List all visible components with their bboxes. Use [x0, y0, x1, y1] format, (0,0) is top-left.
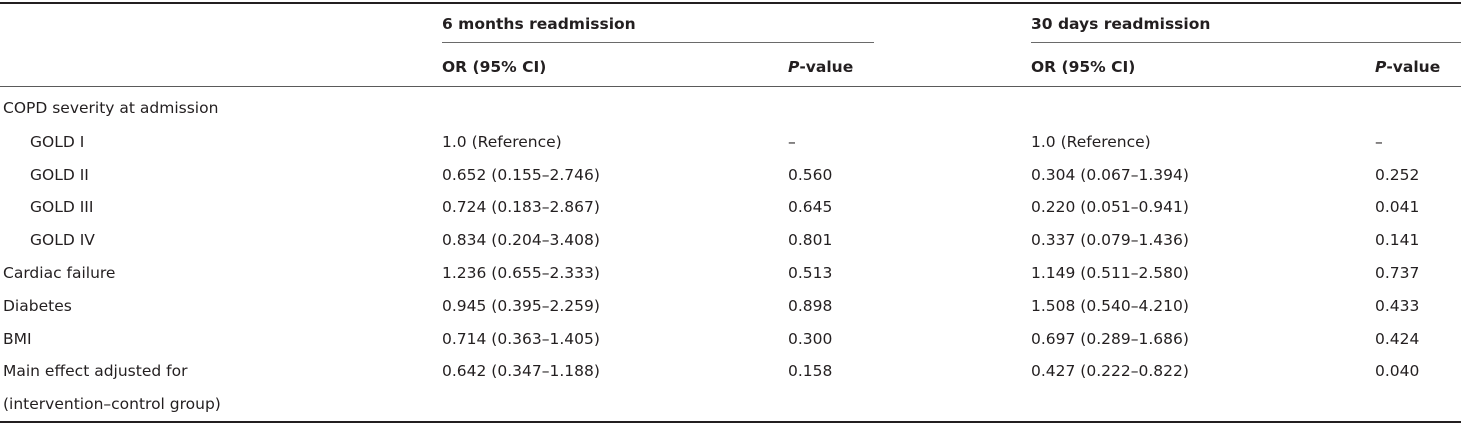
or-30-days: 0.304 (0.067–1.394) — [1031, 166, 1189, 184]
p-6-months: 0.300 — [788, 330, 833, 348]
p-6-months: 0.801 — [788, 231, 833, 249]
p-30-days: 0.737 — [1375, 264, 1420, 282]
group-rule-6-months — [442, 42, 874, 43]
row-label: (intervention–control group) — [3, 395, 221, 413]
row-label: Diabetes — [3, 297, 72, 315]
or-6-months: 0.714 (0.363–1.405) — [442, 330, 600, 348]
or-6-months: 1.0 (Reference) — [442, 133, 562, 151]
table-top-rule — [0, 2, 1461, 4]
or-30-days: 1.508 (0.540–4.210) — [1031, 297, 1189, 315]
row-label: COPD severity at admission — [3, 99, 219, 117]
or-header-6-months: OR (95% CI) — [442, 58, 547, 76]
row-label: Cardiac failure — [3, 264, 116, 282]
or-30-days: 0.697 (0.289–1.686) — [1031, 330, 1189, 348]
row-label: Main effect adjusted for — [3, 362, 188, 380]
group-header-30-days: 30 days readmission — [1031, 15, 1211, 33]
p-30-days: 0.040 — [1375, 362, 1420, 380]
header-bottom-rule — [0, 86, 1461, 87]
p-6-months: 0.513 — [788, 264, 833, 282]
or-6-months: 0.642 (0.347–1.188) — [442, 362, 600, 380]
row-label: GOLD IV — [30, 231, 95, 249]
p-30-days: 0.041 — [1375, 198, 1420, 216]
or-6-months: 0.945 (0.395–2.259) — [442, 297, 600, 315]
row-label: GOLD II — [30, 166, 89, 184]
or-6-months: 0.724 (0.183–2.867) — [442, 198, 600, 216]
group-header-6-months: 6 months readmission — [442, 15, 636, 33]
or-header-30-days: OR (95% CI) — [1031, 58, 1136, 76]
p-6-months: 0.645 — [788, 198, 833, 216]
row-label: GOLD I — [30, 133, 85, 151]
or-30-days: 1.0 (Reference) — [1031, 133, 1151, 151]
or-30-days: 0.427 (0.222–0.822) — [1031, 362, 1189, 380]
row-label: GOLD III — [30, 198, 94, 216]
or-30-days: 0.220 (0.051–0.941) — [1031, 198, 1189, 216]
p-30-days: 0.424 — [1375, 330, 1420, 348]
or-6-months: 0.652 (0.155–2.746) — [442, 166, 600, 184]
p-6-months: – — [788, 133, 796, 151]
group-rule-30-days — [1031, 42, 1461, 43]
p-6-months: 0.898 — [788, 297, 833, 315]
p-6-months: 0.158 — [788, 362, 833, 380]
p-value-header-30-days: P-value — [1375, 58, 1441, 76]
p-6-months: 0.560 — [788, 166, 833, 184]
p-30-days: 0.252 — [1375, 166, 1420, 184]
p-value-header-6-months: P-value — [788, 58, 854, 76]
row-label: BMI — [3, 330, 32, 348]
or-30-days: 1.149 (0.511–2.580) — [1031, 264, 1189, 282]
p-30-days: 0.141 — [1375, 231, 1420, 249]
p-30-days: 0.433 — [1375, 297, 1420, 315]
or-6-months: 1.236 (0.655–2.333) — [442, 264, 600, 282]
p-30-days: – — [1375, 133, 1383, 151]
or-30-days: 0.337 (0.079–1.436) — [1031, 231, 1189, 249]
or-6-months: 0.834 (0.204–3.408) — [442, 231, 600, 249]
